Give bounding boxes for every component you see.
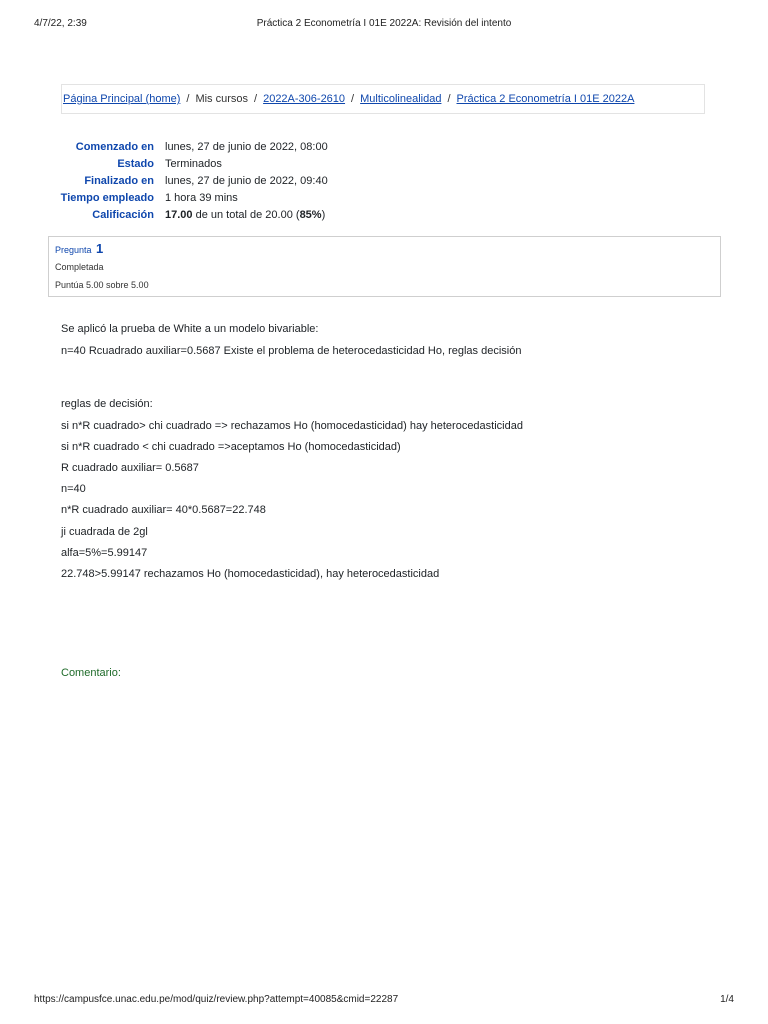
summary-row-comenzado	[0, 139, 768, 156]
question-state: Completada	[55, 262, 104, 272]
answer-line: n=40 Rcuadrado auxiliar=0.5687 Existe el problema de heterocedasticidad Ho, reglas decisión	[61, 345, 522, 357]
breadcrumb-section-link[interactable]: Multicolinealidad	[360, 93, 442, 105]
answer-line: si n*R cuadrado> chi cuadrado => rechazamos Ho (homocedasticidad) hay heterocedasticidad	[61, 420, 523, 432]
breadcrumb-home-link[interactable]: Página Principal (home)	[63, 93, 181, 105]
answer-line: n=40	[61, 483, 86, 495]
answer-line: ji cuadrada de 2gl	[61, 526, 148, 538]
answer-line: reglas de decisión:	[61, 398, 153, 410]
print-page-number: 1/4	[720, 994, 734, 1005]
answer-line: n*R cuadrado auxiliar= 40*0.5687=22.748	[61, 504, 266, 516]
summary-value: lunes, 27 de junio de 2022, 08:00	[165, 141, 328, 153]
breadcrumb-mis-cursos: Mis cursos	[195, 93, 249, 105]
summary-row-tiempo	[0, 190, 768, 207]
summary-value: 1 hora 39 mins	[165, 192, 238, 204]
grade-end: )	[321, 209, 326, 221]
print-date: 4/7/22, 2:39	[34, 18, 87, 29]
answer-line: Se aplicó la prueba de White a un modelo bivariable:	[61, 323, 319, 335]
breadcrumb-separator: /	[254, 93, 258, 105]
question-label: Pregunta	[55, 245, 92, 255]
breadcrumb-quiz-link[interactable]: Práctica 2 Econometría I 01E 2022A	[456, 93, 635, 105]
breadcrumb-course-link[interactable]: 2022A-306-2610	[263, 93, 346, 105]
print-title: Práctica 2 Econometría I 01E 2022A: Revisión del intento	[256, 18, 512, 29]
summary-value: Terminados	[165, 158, 222, 170]
answer-line: si n*R cuadrado < chi cuadrado =>aceptamos Ho (homocedasticidad)	[61, 441, 401, 453]
summary-row-calificacion	[0, 207, 768, 224]
summary-label: Estado	[117, 158, 154, 170]
summary-label: Calificación	[92, 209, 154, 221]
summary-value: lunes, 27 de junio de 2022, 09:40	[165, 175, 328, 187]
print-url: https://campusfce.unac.edu.pe/mod/quiz/review.php?attempt=40085&cmid=22287	[34, 994, 399, 1005]
answer-line: R cuadrado auxiliar= 0.5687	[61, 462, 199, 474]
summary-row-finalizado	[0, 173, 768, 190]
attempt-summary	[0, 139, 768, 224]
breadcrumb-separator: /	[447, 93, 451, 105]
summary-row-estado	[0, 156, 768, 173]
question-info-box	[48, 236, 721, 297]
grade-score: 17.00	[165, 209, 193, 221]
summary-label: Comenzado en	[75, 141, 154, 153]
answer-line: alfa=5%=5.99147	[61, 547, 148, 559]
answer-line: 22.748>5.99147 rechazamos Ho (homocedasticidad), hay heterocedasticidad	[61, 568, 440, 580]
summary-label: Tiempo empleado	[60, 192, 154, 204]
question-grade: Puntúa 5.00 sobre 5.00	[55, 280, 149, 290]
print-header	[0, 18, 768, 32]
summary-label: Finalizado en	[84, 175, 154, 187]
breadcrumb	[61, 84, 705, 114]
comment-label: Comentario:	[61, 667, 121, 679]
breadcrumb-separator: /	[186, 93, 190, 105]
breadcrumb-separator: /	[351, 93, 355, 105]
question-number-value: 1	[96, 241, 104, 256]
summary-value	[165, 207, 325, 224]
question-number	[55, 241, 103, 256]
grade-percent: 85%	[299, 209, 322, 221]
grade-mid: de un total de 20.00 (	[192, 209, 300, 221]
